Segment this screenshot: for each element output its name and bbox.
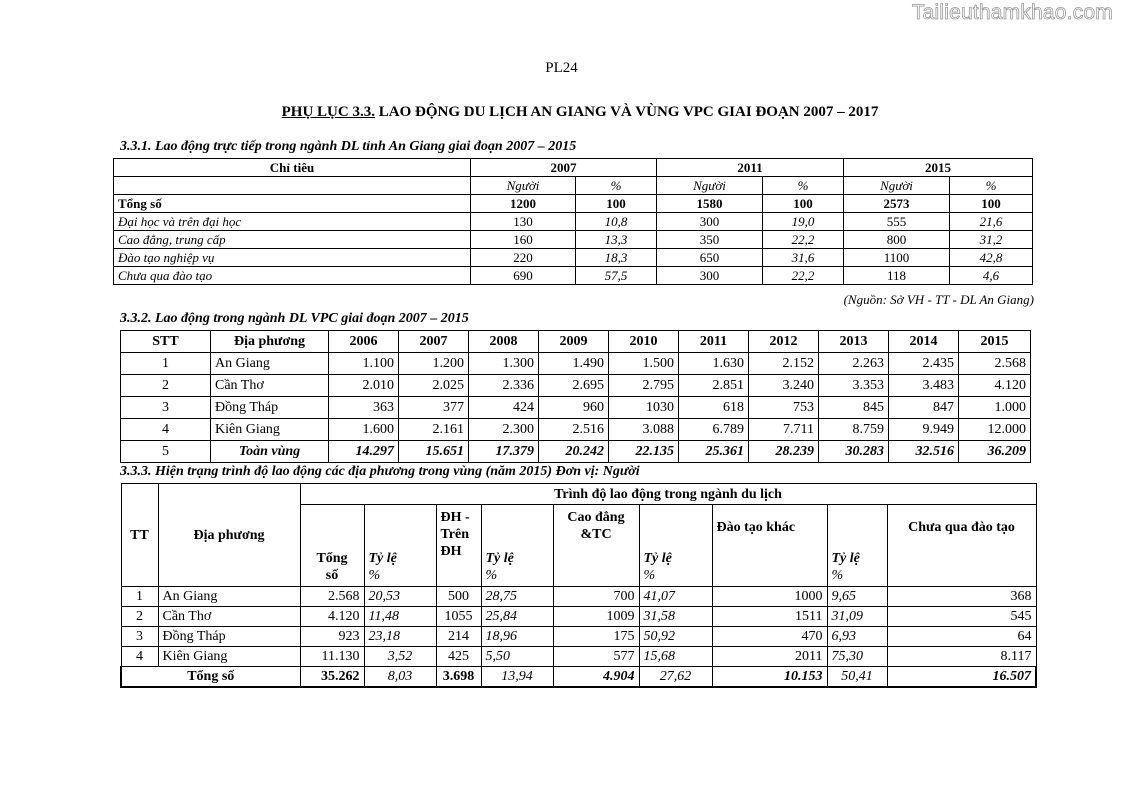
cell: 700 [553,587,639,607]
place-cell: Đồng Tháp [158,627,300,647]
header-rate-line2: % [831,568,844,583]
cell: 618 [679,397,749,419]
header-rate-line1: Tỷ lệ [485,551,514,566]
cell: 16.507 [887,667,1036,688]
empty-cell [114,177,471,195]
title-rest: LAO ĐỘNG DU LỊCH AN GIANG VÀ VÙNG VPC GIAI ĐOẠN 2007 – 2017 [374,104,879,120]
subheader-people: Người [471,177,576,195]
table-row [121,587,1036,607]
header-rate [481,505,553,587]
cell: 6.789 [679,419,749,441]
header-total-line2: số [325,568,339,583]
cell: 1030 [609,397,679,419]
cell: 3.088 [609,419,679,441]
row-label: Cao đẳng, trung cấp [114,231,471,249]
cell: 10.153 [712,667,827,688]
cell: 555 [844,213,950,231]
cell: 100 [576,195,657,213]
cell: 3.483 [889,375,959,397]
cell: 130 [471,213,576,231]
cell: 31,2 [950,231,1033,249]
header-year: 2011 [657,159,844,177]
cell: 1580 [657,195,763,213]
cell: 18,3 [576,249,657,267]
table-header-row [121,331,1031,353]
stt-cell: 5 [121,441,211,463]
cell: 36.209 [959,441,1031,463]
cell: 1511 [712,607,827,627]
cell: 650 [657,249,763,267]
cell: 50,92 [639,627,712,647]
cell: 424 [469,397,539,419]
cell: 545 [887,607,1036,627]
cell: 42,8 [950,249,1033,267]
table-row [121,375,1031,397]
header-place: Địa phương [158,484,300,587]
table-total-row [121,441,1031,463]
cell: 22,2 [763,267,844,285]
cell: 11,48 [364,607,436,627]
stt-cell: 3 [121,397,211,419]
header-rate-line1: Tỷ lệ [368,551,397,566]
cell: 1.000 [959,397,1031,419]
header-dh-line3: ĐH [440,544,462,559]
cell: 21,6 [950,213,1033,231]
place-cell: Đồng Tháp [211,397,329,419]
cell: 2011 [712,647,827,667]
cell: 1200 [471,195,576,213]
table-row [121,627,1036,647]
section-3-heading: 3.3.3. Hiện trạng trình độ lao động các địa phương trong vùng (năm 2015) Đơn vị: Người [120,464,640,479]
cell: 13,3 [576,231,657,249]
cell: 9,65 [827,587,887,607]
header-cell: 2007 [399,331,469,353]
cell: 31,09 [827,607,887,627]
header-cell: Địa phương [211,331,329,353]
header-cell: 2008 [469,331,539,353]
table-row [121,353,1031,375]
cell: 1.490 [539,353,609,375]
cell: 75,30 [827,647,887,667]
table-row [114,267,1033,285]
cell: 2.263 [819,353,889,375]
cell: 2.152 [749,353,819,375]
subheader-people: Người [844,177,950,195]
tt-cell: 4 [121,647,158,667]
cell: 22.135 [609,441,679,463]
cell: 1.600 [329,419,399,441]
cell: 175 [553,627,639,647]
table-row [114,195,1033,213]
table-row [121,607,1036,627]
header-cell: 2014 [889,331,959,353]
cell: 2.025 [399,375,469,397]
cell: 9.949 [889,419,959,441]
watermark: Tailieuthamkhao.com [911,1,1113,24]
cell: 2.010 [329,375,399,397]
cell: 17.379 [469,441,539,463]
cell: 1.100 [329,353,399,375]
cell: 214 [436,627,481,647]
tt-cell: 2 [121,607,158,627]
cell: 1000 [712,587,827,607]
cell: 100 [950,195,1033,213]
cell: 377 [399,397,469,419]
section-2-heading: 3.3.2. Lao động trong ngành DL VPC giai đoạn 2007 – 2015 [120,311,469,326]
table-total-row [121,667,1036,688]
cell: 118 [844,267,950,285]
header-cd-line2: &TC [580,527,612,542]
row-label: Tổng số [114,195,471,213]
cell: 18,96 [481,627,553,647]
cell: 15.651 [399,441,469,463]
header-untrained: Chưa qua đào tạo [887,505,1036,587]
cell: 2.795 [609,375,679,397]
section-1-heading: 3.3.1. Lao động trực tiếp trong ngành DL tỉnh An Giang giai đoạn 2007 – 2015 [120,139,577,154]
page-title [0,104,1123,121]
header-rate-line2: % [368,568,381,583]
cell: 4.120 [959,375,1031,397]
cell: 6,93 [827,627,887,647]
cell: 20.242 [539,441,609,463]
subheader-pct: % [950,177,1033,195]
subheader-people: Người [657,177,763,195]
cell: 1.200 [399,353,469,375]
table-row [121,419,1031,441]
cell: 2.300 [469,419,539,441]
cell: 32.516 [889,441,959,463]
cell: 2573 [844,195,950,213]
cell: 1.630 [679,353,749,375]
header-rate-line2: % [485,568,498,583]
cell: 35.262 [300,667,364,688]
cell: 8.117 [887,647,1036,667]
cell: 100 [763,195,844,213]
place-cell: Cần Thơ [211,375,329,397]
header-cell: 2013 [819,331,889,353]
header-cell: 2012 [749,331,819,353]
cell: 960 [539,397,609,419]
cell: 500 [436,587,481,607]
cell: 368 [887,587,1036,607]
cell: 577 [553,647,639,667]
table-row [121,647,1036,667]
cell: 845 [819,397,889,419]
header-rate-line2: % [643,568,656,583]
cell: 300 [657,267,763,285]
row-label: Chưa qua đào tạo [114,267,471,285]
cell: 4.120 [300,607,364,627]
cell: 23,18 [364,627,436,647]
cell: 1055 [436,607,481,627]
cell: 30.283 [819,441,889,463]
place-cell: Kiên Giang [211,419,329,441]
cell: 1100 [844,249,950,267]
cell: 1009 [553,607,639,627]
cell: 10,8 [576,213,657,231]
header-rate [364,505,436,587]
table-labor-vpc [120,330,1031,463]
cell: 28,75 [481,587,553,607]
title-prefix: PHỤ LỤC 3.3. [281,104,375,120]
cell: 22,2 [763,231,844,249]
header-indicator: Chỉ tiêu [114,159,471,177]
place-cell: Toàn vùng [211,441,329,463]
table-row [114,249,1033,267]
cell: 425 [436,647,481,667]
cell: 13,94 [481,667,553,688]
place-cell: An Giang [211,353,329,375]
row-label: Đại học và trên đại học [114,213,471,231]
subheader-pct: % [576,177,657,195]
cell: 220 [471,249,576,267]
cell: 2.695 [539,375,609,397]
header-year: 2015 [844,159,1033,177]
source-note: (Nguồn: Sở VH - TT - DL An Giang) [843,292,1034,307]
table-subheader-row [114,177,1033,195]
cell: 31,58 [639,607,712,627]
cell: 31,6 [763,249,844,267]
cell: 50,41 [827,667,887,688]
cell: 4,6 [950,267,1033,285]
cell: 300 [657,213,763,231]
header-cell: 2011 [679,331,749,353]
cell: 2.435 [889,353,959,375]
cell: 2.851 [679,375,749,397]
header-cd-line1: Cao đẳng [567,510,625,525]
place-cell: An Giang [158,587,300,607]
cell: 1.500 [609,353,679,375]
table-row [121,397,1031,419]
header-dh-line2: Trên [440,527,470,542]
header-college [553,505,639,587]
page-label: PL24 [545,60,578,76]
cell: 57,5 [576,267,657,285]
header-rate [827,505,887,587]
cell: 25.361 [679,441,749,463]
cell: 25,84 [481,607,553,627]
cell: 41,07 [639,587,712,607]
table-header-row [121,484,1036,505]
header-total [300,505,364,587]
cell: 753 [749,397,819,419]
stt-cell: 2 [121,375,211,397]
cell: 2.516 [539,419,609,441]
header-university [436,505,481,587]
place-cell: Kiên Giang [158,647,300,667]
header-tt: TT [121,484,158,587]
subheader-pct: % [763,177,844,195]
header-dh-line1: ĐH - [440,510,470,525]
cell: 2.161 [399,419,469,441]
stt-cell: 4 [121,419,211,441]
cell: 1.300 [469,353,539,375]
tt-cell: 3 [121,627,158,647]
cell: 3.698 [436,667,481,688]
header-cell: 2010 [609,331,679,353]
header-rate-line1: Tỷ lệ [643,551,672,566]
table-header-row [114,159,1033,177]
cell: 2.568 [959,353,1031,375]
tt-cell: 1 [121,587,158,607]
cell: 14.297 [329,441,399,463]
cell: 15,68 [639,647,712,667]
total-label: Tổng số [121,667,300,688]
cell: 800 [844,231,950,249]
header-group: Trình độ lao động trong ngành du lịch [300,484,1036,505]
cell: 28.239 [749,441,819,463]
header-rate-line1: Tỷ lệ [831,551,860,566]
cell: 11.130 [300,647,364,667]
cell: 4.904 [553,667,639,688]
header-rate [639,505,712,587]
table-row [114,213,1033,231]
row-label: Đào tạo nghiệp vụ [114,249,471,267]
cell: 64 [887,627,1036,647]
cell: 470 [712,627,827,647]
header-cell: 2009 [539,331,609,353]
header-cell: STT [121,331,211,353]
cell: 350 [657,231,763,249]
cell: 847 [889,397,959,419]
table-row [114,231,1033,249]
cell: 20,53 [364,587,436,607]
cell: 12.000 [959,419,1031,441]
header-year: 2007 [471,159,657,177]
table-labor-qualification [120,483,1037,688]
cell: 8.759 [819,419,889,441]
cell: 19,0 [763,213,844,231]
cell: 923 [300,627,364,647]
cell: 27,62 [639,667,712,688]
cell: 690 [471,267,576,285]
cell: 363 [329,397,399,419]
cell: 5,50 [481,647,553,667]
header-other-training: Đào tạo khác [712,505,827,587]
place-cell: Cần Thơ [158,607,300,627]
cell: 2.568 [300,587,364,607]
cell: 3.240 [749,375,819,397]
cell: 160 [471,231,576,249]
header-cell: 2006 [329,331,399,353]
cell: 3,52 [364,647,436,667]
cell: 2.336 [469,375,539,397]
header-total-line1: Tổng [316,551,348,566]
cell: 7.711 [749,419,819,441]
header-cell: 2015 [959,331,1031,353]
table-labor-an-giang [113,158,1033,285]
stt-cell: 1 [121,353,211,375]
cell: 3.353 [819,375,889,397]
cell: 8,03 [364,667,436,688]
